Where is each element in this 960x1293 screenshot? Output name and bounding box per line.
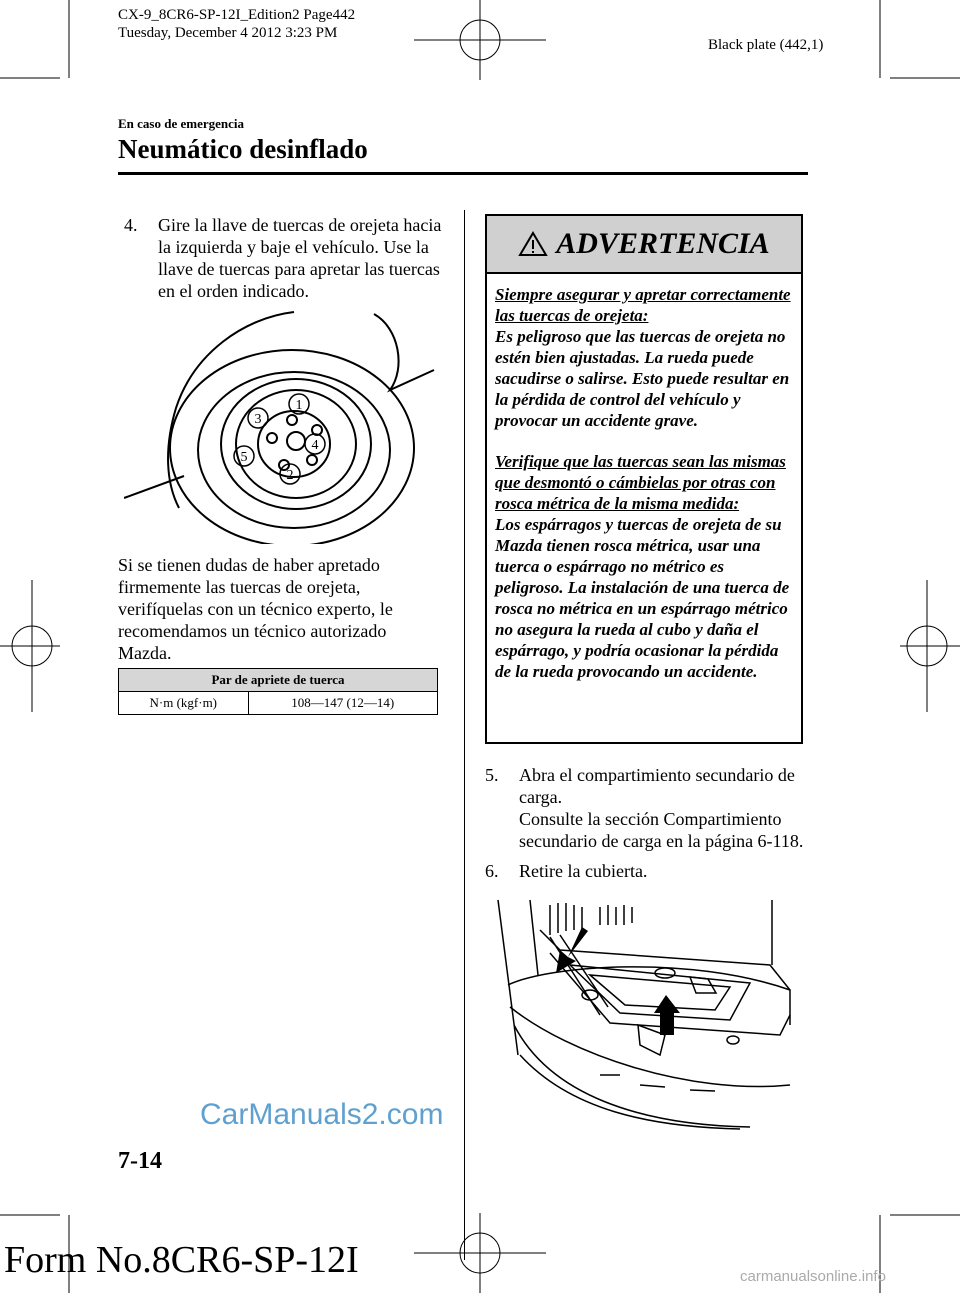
torque-table <box>118 668 438 715</box>
lug-label-3: 3 <box>254 412 262 427</box>
step-5-reference: Consulte la sección Compartimiento secundario de carga en la página 6-118. <box>519 809 804 851</box>
step-5 <box>485 764 807 852</box>
step-6-text: Retire la cubierta. <box>519 861 648 881</box>
step-6-number: 6. <box>485 861 499 881</box>
site-watermark: carmanualsonline.info <box>740 1268 886 1285</box>
title-rule <box>118 172 808 175</box>
warning-header <box>487 216 801 274</box>
page-title: Neumático desinflado <box>118 134 368 164</box>
warning-title: ADVERTENCIA <box>556 227 770 260</box>
section-name: En caso de emergencia <box>118 116 245 131</box>
warning-p1-heading: Siempre asegurar y apretar correctamente las tuercas de orejeta: <box>495 285 791 325</box>
form-number: Form No.8CR6-SP-12I <box>4 1239 359 1281</box>
torque-table-header: Par de apriete de tuerca <box>119 669 438 692</box>
torque-unit: N·m (kgf·m) <box>119 692 249 715</box>
watermark-logo: CarManuals2.com <box>200 1098 444 1131</box>
step-6 <box>485 860 807 882</box>
wheel-lug-nut-order-illustration <box>124 308 442 544</box>
retighten-note: Si se tienen dudas de haber apretado firmemente las tuercas de orejeta, verifíquelas con un técnico experto, le recomendamos un técnico autorizado Mazda. <box>118 555 393 663</box>
column-divider <box>464 210 465 1260</box>
warning-box <box>485 214 803 744</box>
lug-label-1: 1 <box>295 398 303 413</box>
lug-label-2: 2 <box>286 468 294 483</box>
page-number: 7-14 <box>118 1148 162 1174</box>
step-5-text: Abra el compartimiento secundario de carga. <box>519 765 795 807</box>
step-4 <box>124 214 450 302</box>
lug-label-4: 4 <box>311 438 319 453</box>
plate-label: Black plate (442,1) <box>708 37 824 53</box>
lug-label-5: 5 <box>240 450 248 465</box>
warning-p1-text: Es peligroso que las tuercas de orejeta no estén bien ajustadas. La rueda puede sacudirse o salirse. Esto puede resultar en la pérdida de control del vehículo y provocar un accidente grave. <box>495 327 790 430</box>
step-5-number: 5. <box>485 765 499 785</box>
torque-value: 108—147 (12—14) <box>248 692 437 715</box>
step-4-text: Gire la llave de tuercas de orejeta hacia la izquierda y baje el vehículo. Use la llave de tuercas para apretar las tuercas en el orden indicado. <box>158 215 442 301</box>
file-info-line-1: CX-9_8CR6-SP-12I_Edition2 Page442 <box>118 7 356 23</box>
cargo-cover-illustration <box>490 895 800 1130</box>
warning-p2-heading: Verifique que las tuercas sean las mismas que desmontó o cámbielas por otras con rosca métrica de la misma medida: <box>495 452 786 513</box>
warning-triangle-icon <box>518 231 548 257</box>
step-4-number: 4. <box>124 215 138 235</box>
file-info-line-2: Tuesday, December 4 2012 3:23 PM <box>118 25 338 41</box>
warning-p2-text: Los espárragos y tuercas de orejeta de su Mazda tienen rosca métrica, usar una tuerca o espárrago no métrico es peligroso. La instalación de una tuerca de rosca no métrica en un espárrago métrico no asegura la rueda al cubo y daña el espárrago, y podría ocasionar la pérdida de la rueda provocando un accidente. <box>495 515 790 681</box>
